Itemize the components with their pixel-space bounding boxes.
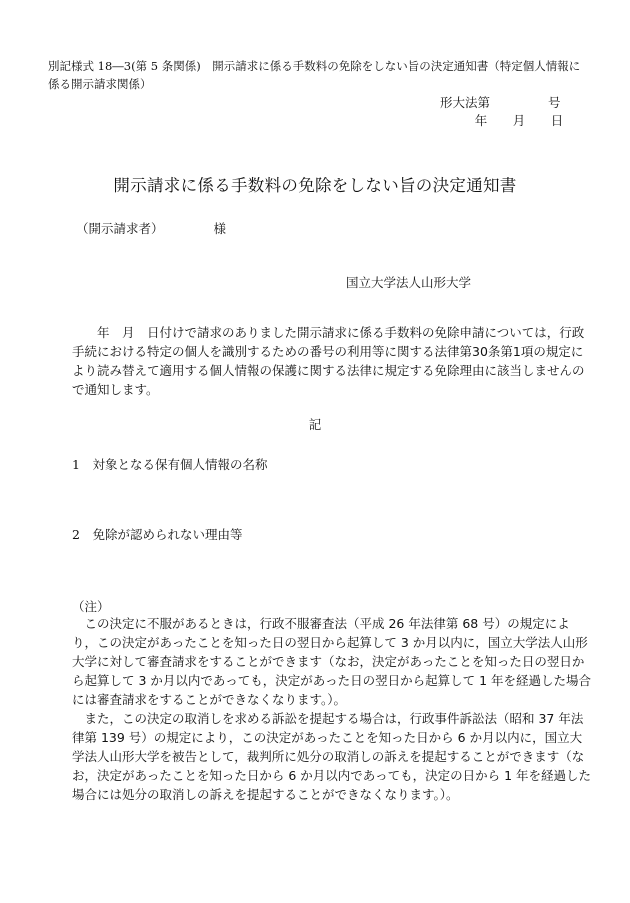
ki-marker: 記 xyxy=(308,417,322,432)
note-lawsuit: また，この決定の取消しを求める訴訟を提起する場合は，行政事件訴訟法（昭和 37 年法律第 139 号）の規定により，この決定があったことを知った日から 6 か月以内に，国立大学法人山形大学を被告として，裁判所に処分の取消しの訴えを提起することができます（なお，決定があったことを知った日から 6 か月以内であっても，決定の日から 1 年を経過した場合には処分の取消しの訴えを提起することができなくなります。）。 xyxy=(72,711,592,802)
form-title: 開示請求に係る手数料の免除をしない旨の決定通知書（特定個人情報に係る開示請求関係） xyxy=(48,59,581,91)
form-header-note xyxy=(48,57,588,93)
item-label: 免除が認められない理由等 xyxy=(92,527,243,542)
addressee-label: （開示請求者） xyxy=(76,221,164,236)
document-date xyxy=(467,111,571,129)
notice-body xyxy=(72,323,592,399)
item-label: 対象となる保有個人情報の名称 xyxy=(92,457,268,472)
document-number-suffix: 号 xyxy=(548,95,561,110)
note-appeal: この決定に不服があるときは，行政不服審査法（平成 26 年法律第 68 号）の規定により，この決定があったことを知った日の翌日から起算して 3 か月以内に，国立大学法人山形大学に対して審査請求をすることができます（なお，決定があったことを知った日の翌日から起算して 3 か月以内であっても，決定があった日の翌日から起算して 1 年を経過した場合には審査請求をすることができなくなります。）。 xyxy=(72,616,592,707)
date-month: 月 xyxy=(512,113,526,128)
sender-name: 国立大学法人山形大学 xyxy=(346,275,472,290)
notice-body-text: 年 月 日付けで請求のありました開示請求に係る手数料の免除申請については，行政手続における特定の個人を識別するための番号の利用等に関する法律第30条第1項の規定により読み替えて適用する個人情報の保護に関する法律に規定する免除理由に該当しませんので通知します。 xyxy=(72,325,585,397)
item-rejection-reason xyxy=(72,525,242,543)
addressee xyxy=(76,219,226,237)
form-label: 別記様式 18―3(第 5 条関係) xyxy=(48,59,201,73)
document-number xyxy=(440,93,561,111)
date-day: 日 xyxy=(550,113,564,128)
addressee-honorific: 様 xyxy=(213,221,227,236)
date-year: 年 xyxy=(474,113,488,128)
item-number: 1 xyxy=(72,457,80,472)
document-number-prefix: 形大法第 xyxy=(440,95,491,110)
item-number: 2 xyxy=(72,527,80,542)
item-target-info xyxy=(72,455,267,473)
document-title: 開示請求に係る手数料の免除をしない旨の決定通知書 xyxy=(113,176,517,195)
notes-heading: （注） xyxy=(72,599,110,614)
